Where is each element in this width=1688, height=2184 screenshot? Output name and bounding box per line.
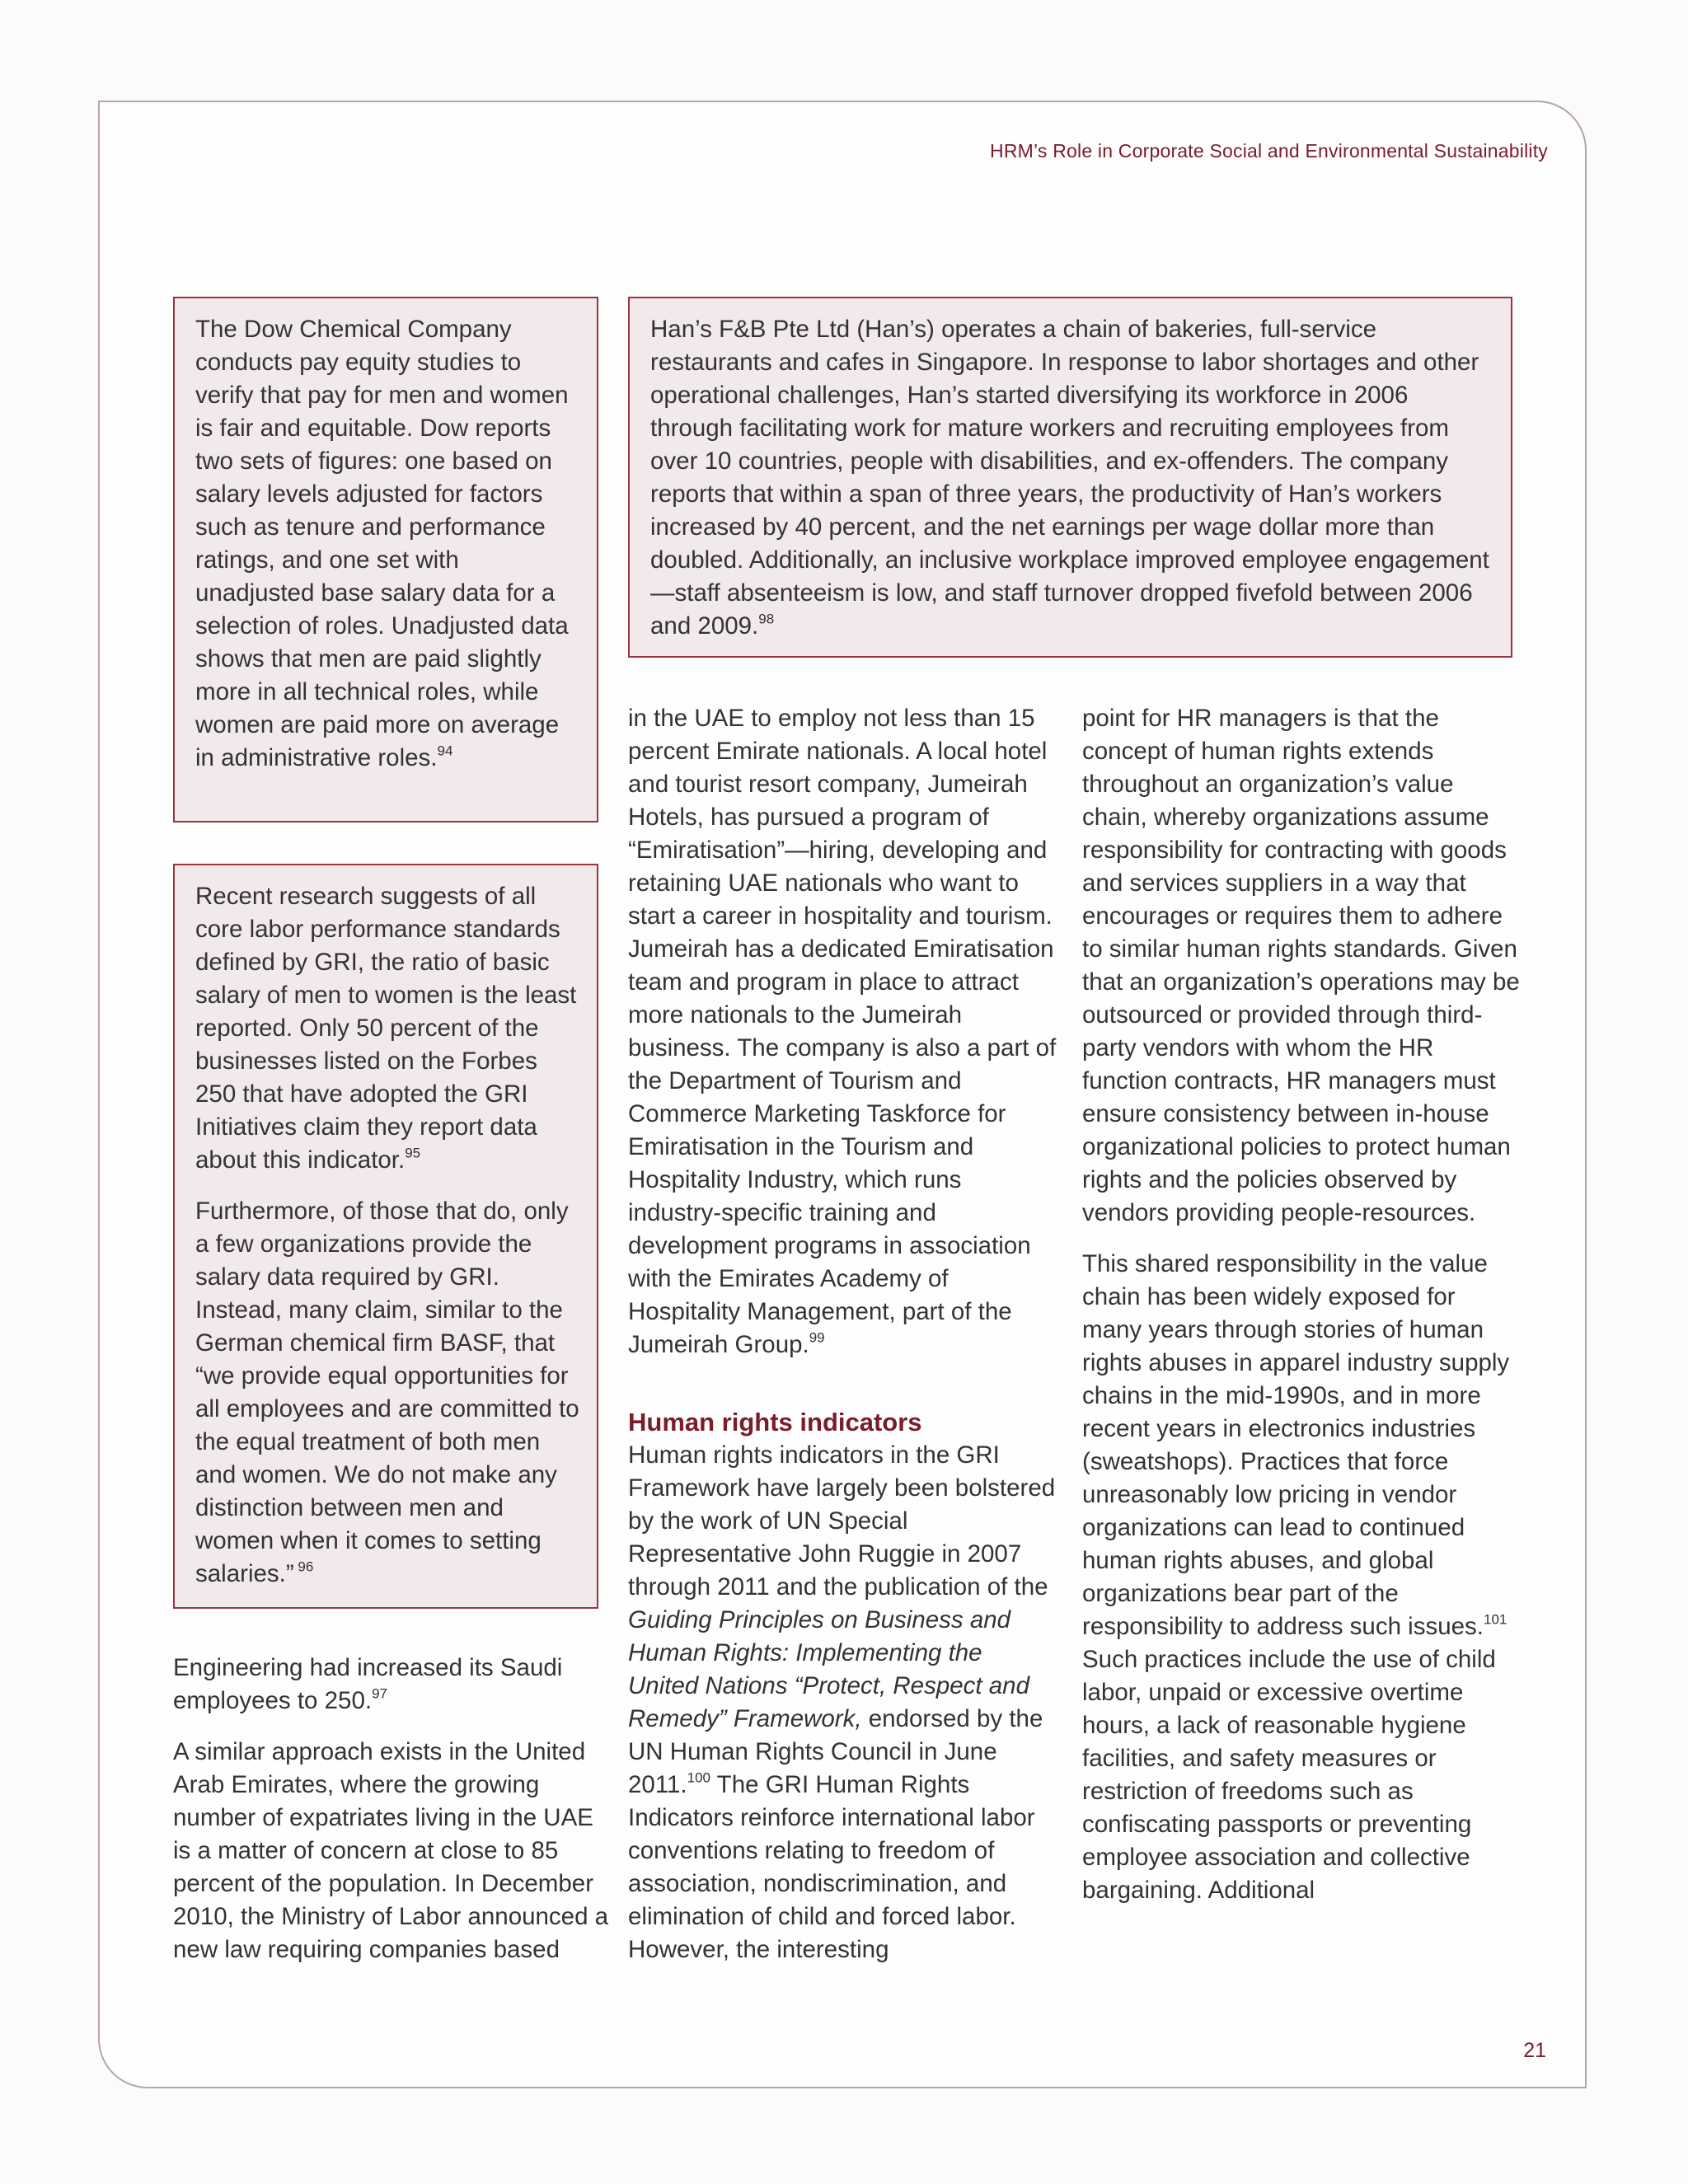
page-number: 21 xyxy=(1523,2039,1546,2062)
callout-research xyxy=(173,864,598,1609)
col2-paragraph-1: in the UAE to employ not less than 15 percent Emirate nationals. A local hotel and tourist resort company, Jumeirah Hotels, has pursued a program of “Emiratisation”—hiring, developing and retaining UAE nationals who want to start a career in hospitality and tourism. Jumeirah has a dedicated Emiratisation team and program in place to attract more nationals to the Jumeirah business. The company is also a part of the Department of Tourism and Commerce Marketing Taskforce for Emiratisation in the Tourism and Hospitality Industry, which runs industry-specific training and development programs in association with the Emirates Academy of Hospitality Management, part of the Jumeirah Group.$^{99}$ xyxy=(628,705,1057,1358)
callout-hans xyxy=(628,297,1512,658)
col3-paragraph-1: point for HR managers is that the concept of human rights extends throughout an organization’s value chain, whereby organizations assume responsibility for contracting with goods and services suppliers in a way that encourages or requires them to adhere to similar human rights standards. Given that an organization’s operations may be outsourced or provided through third-party vendors with whom the HR function contracts, HR managers must ensure consistency between in-house organizational policies to protect human rights and the policies observed by vendors providing people-resources. xyxy=(1082,705,1520,1226)
column-2 xyxy=(628,702,1057,1966)
running-header: HRM’s Role in Corporate Social and Environmental Sustainability xyxy=(990,140,1548,162)
callout-research-p2: Furthermore, of those that do, only a few organizations provide the salary data required by GRI. Instead, many claim, similar to the German chemical firm BASF, that “we provide equal opportunities for all employees and are committed to the equal treatment of both men and women. We do not make any distinction between men and women when it comes to setting salaries.” $^{96}$ xyxy=(195,1197,579,1587)
column-1 xyxy=(173,1652,610,1966)
col1-paragraph-2: A similar approach exists in the United Arab Emirates, where the growing number of expatriates living in the UAE is a matter of concern at close to 85 percent of the population. In December 2010, the Ministry of Labor announced a new law requiring companies based xyxy=(173,1738,609,1963)
callout-hans-text: Han’s F&B Pte Ltd (Han’s) operates a chain of bakeries, full-service restaurants and cafes in Singapore. In response to labor shortages and other operational challenges, Han’s started diversifying its workforce in 2006 through facilitating work for mature workers and recruiting employees from over 10 countries, people with disabilities, and ex-offenders. The company reports that within a span of three years, the productivity of Han’s workers increased by 40 percent, and the net earnings per wage dollar more than doubled. Additionally, an inclusive workplace improved employee engagement—staff absenteeism is low, and staff turnover dropped fivefold between 2006 and 2009.98 xyxy=(650,316,1489,640)
section-heading-human-rights: Human rights indicators xyxy=(628,1408,922,1436)
callout-research-p1: Recent research suggests of all core labor performance standards defined by GRI, the ratio of basic salary of men to women is the least reported. Only 50 percent of the businesses listed on the Forbes 250 that have adopted the GRI Initiatives claim they report data about this indicator.$^{95}$ xyxy=(195,883,577,1174)
callout-dow xyxy=(173,297,598,823)
col1-paragraph-1: Engineering had increased its Saudi employees to 250.97 xyxy=(173,1654,563,1714)
callout-dow-text: The Dow Chemical Company conducts pay equity studies to verify that pay for men and women is fair and equitable. Dow reports two sets of figures: one based on salary levels adjusted for factors such as tenure and performance ratings, and one set with unadjusted base salary data for a selection of roles. Unadjusted data shows that men are paid slightly more in all technical roles, while women are paid more on average in administrative roles.$^{94}$ xyxy=(195,316,569,771)
col2-paragraph-2: Human rights indicators in the GRI Framework have largely been bolstered by the work of UN Special Representative John Ruggie in 2007 through 2011 and the publication of the Guiding Principles on Business and Human Rights: Implementing the United Nations “Protect, Respect and Remedy” Framework, endorsed by the UN Human Rights Council in June 2011.$^{100}$ The GRI Human Rights Indicators reinforce international labor conventions relating to freedom of association, nondiscrimination, and elimination of child and forced labor. However, the interesting xyxy=(628,1441,1056,1963)
col3-paragraph-2: This shared responsibility in the value chain has been widely exposed for many years through stories of human rights abuses in apparel industry supply chains in the mid-1990s, and in more recent years in electronics industries (sweatshops). Practices that force unreasonably low pricing in vendor organizations can lead to continued human rights abuses, and global organizations bear part of the responsibility to address such issues.$^{101}$ Such practices include the use of child labor, unpaid or excessive overtime hours, a lack of reasonable hygiene facilities, and safety measures or restriction of freedoms such as confiscating passports or preventing employee association and collective bargaining. Additional xyxy=(1082,1250,1510,1904)
column-3 xyxy=(1082,702,1521,1907)
